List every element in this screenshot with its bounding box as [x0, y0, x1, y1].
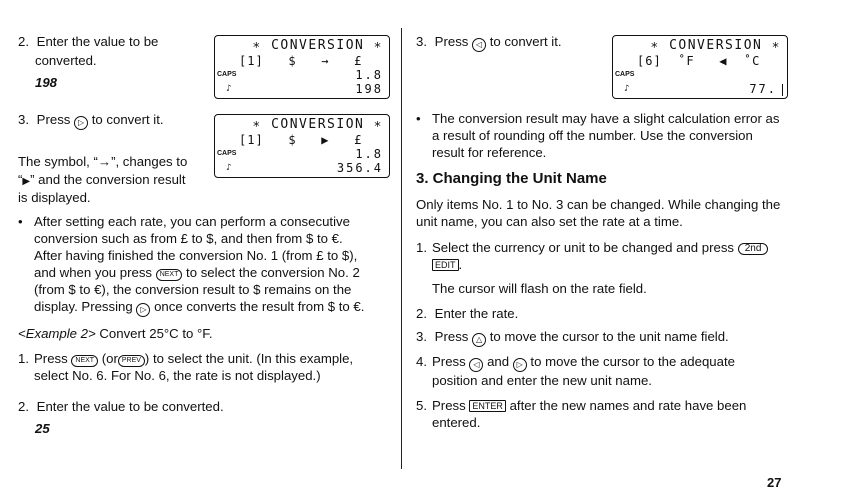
step-text: to convert it. — [489, 34, 562, 49]
example-2 — [18, 325, 213, 342]
text-line: entered. — [432, 415, 481, 430]
text-line: Only items No. 1 to No. 3 can be changed. While changing the — [416, 197, 781, 212]
next-key-icon: NEXT — [71, 355, 98, 367]
lcd-rate-value: 1.8 — [355, 147, 383, 161]
text-line — [34, 298, 394, 317]
right-arrow-key-icon: ▷ — [513, 358, 527, 372]
text: Press — [432, 354, 466, 369]
lcd-rate-value: 1.8 — [355, 68, 383, 82]
text-line — [34, 350, 394, 367]
lcd-result-value: 198 — [355, 82, 383, 96]
text: once converts the result from $ to €. — [154, 299, 365, 314]
text-line — [432, 397, 832, 414]
change-step-3 — [416, 328, 729, 347]
note-icon: ♪ — [624, 84, 630, 94]
lcd-title: ∗ CONVERSION ∗ — [252, 38, 383, 53]
note-icon: ♪ — [226, 163, 232, 173]
lcd-display-3 — [612, 35, 788, 99]
lcd-result-value: 356.4 — [336, 161, 383, 175]
text: Press — [34, 351, 68, 366]
step-number: 2. — [18, 399, 29, 414]
text-line: conversion such as from £ to $, and then from $ to €. — [34, 231, 343, 246]
edit-key-icon: EDIT — [432, 259, 459, 271]
left-arrow-key-icon: ◁ — [469, 358, 483, 372]
symbol-line-3: is displayed. — [18, 190, 91, 205]
text-line: The cursor will flash on the rate field. — [432, 281, 647, 296]
text-line: unit name, you can also set the rate at a time. — [416, 214, 683, 229]
caps-indicator: CAPS — [217, 150, 237, 157]
text: to move the cursor to the adequate — [530, 354, 735, 369]
text: after the new names and rate have been — [509, 398, 747, 413]
right-step-3 — [416, 33, 562, 52]
step-text: to move the cursor to the unit name field. — [489, 329, 729, 344]
change-step-4 — [432, 353, 832, 389]
step-text: Enter the value to be — [36, 34, 159, 49]
left-arrow-key-icon: ◁ — [472, 38, 486, 52]
text-line: The conversion result may have a slight calculation error as — [432, 111, 780, 126]
text: Press — [432, 398, 466, 413]
text: Select the currency or unit to be changed and press — [432, 240, 735, 255]
enter-key-icon: ENTER — [469, 400, 506, 412]
s4-num: 4. — [416, 354, 427, 369]
text-line: After having finished the conversion No. 1 (from £ to $), — [34, 248, 358, 263]
text: and when you press — [34, 265, 153, 280]
text-line — [432, 353, 832, 372]
bullet-consecutive-conversion — [34, 213, 394, 317]
s1-num: 1. — [416, 240, 427, 255]
symbol-line-1: The symbol, “→”, changes to — [18, 154, 188, 169]
caps-indicator: CAPS — [615, 71, 635, 78]
ex-step-1-num: 1. — [18, 351, 29, 366]
step-text: Enter the rate. — [434, 306, 519, 321]
right-arrow-key-icon: ▷ — [136, 303, 150, 317]
quote: “ — [18, 172, 23, 187]
step-text: to convert it. — [91, 112, 164, 127]
step-number: 3. — [416, 329, 427, 344]
step-text: Enter the value to be converted. — [36, 399, 224, 414]
text-line: (from $ to €), the conversion result to $ remains on the — [34, 282, 352, 297]
right-arrow-key-icon: ▷ — [74, 116, 88, 130]
change-step-1 — [432, 239, 832, 297]
step-text: Press — [434, 329, 469, 344]
text-line: a result of rounding off the number. Use the conversion — [432, 128, 753, 143]
text: and — [487, 354, 510, 369]
lcd-title: ∗ CONVERSION ∗ — [650, 38, 781, 53]
prev-key-icon: PREV — [118, 355, 145, 367]
bullet-icon: • — [416, 111, 421, 126]
lcd-result-value: 77. — [749, 82, 777, 96]
input-value-198: 198 — [35, 75, 58, 90]
step-2-cont: converted. — [35, 53, 97, 68]
bullet-calculation-error — [432, 110, 832, 161]
text: (or — [101, 351, 118, 366]
s5-num: 5. — [416, 398, 427, 413]
input-value-25: 25 — [35, 421, 50, 436]
step-number: 3. — [416, 34, 427, 49]
text: to select the conversion No. 2 — [186, 265, 360, 280]
example-text: Convert 25°C to °F. — [99, 326, 213, 341]
change-step-2 — [416, 305, 518, 322]
bullet-icon: • — [18, 214, 23, 229]
text-line: result for reference. — [432, 145, 547, 160]
step-number: 2. — [18, 34, 29, 49]
lcd-display-1 — [214, 35, 390, 99]
symbol-line-2 — [18, 171, 186, 190]
text-line: After setting each rate, you can perform a consecutive — [34, 214, 350, 229]
text: display. Pressing — [34, 299, 133, 314]
page-number: 27 — [767, 475, 782, 490]
example-label: <Example 2> — [18, 326, 96, 341]
lcd-display-2 — [214, 114, 390, 178]
column-divider — [401, 28, 402, 469]
text-line: select No. 6. For No. 6, the rate is not displayed.) — [34, 368, 321, 383]
section-intro — [416, 196, 826, 230]
note-icon: ♪ — [226, 84, 232, 94]
text: ) to select the unit. (In this example, — [144, 351, 354, 366]
step-number: 3. — [18, 112, 29, 127]
play-symbol-icon: ▶ — [22, 176, 31, 187]
step-3 — [18, 111, 164, 130]
up-arrow-key-icon: △ — [472, 333, 486, 347]
next-key-icon: NEXT — [156, 269, 183, 281]
text-line — [432, 239, 832, 256]
step-text: Press — [36, 112, 71, 127]
text-line — [34, 264, 394, 281]
2nd-key-icon: 2nd — [738, 243, 769, 255]
change-step-5 — [432, 397, 832, 431]
lcd-title: ∗ CONVERSION ∗ — [252, 117, 383, 132]
lcd-cursor — [782, 84, 783, 96]
lcd-conversion-line: [6] ˚F ◀ ˚C — [637, 54, 761, 68]
step-text: Press — [434, 34, 469, 49]
section-heading: 3. Changing the Unit Name — [416, 170, 607, 187]
step-2 — [18, 33, 158, 50]
lcd-conversion-line: [1] $ → £ — [239, 54, 363, 68]
ex-step-2 — [18, 398, 224, 415]
caps-indicator: CAPS — [217, 71, 237, 78]
ex-step-1 — [34, 350, 394, 384]
text-line: EDIT . — [432, 256, 832, 273]
step-number: 2. — [416, 306, 427, 321]
text-line: position and enter the new unit name. — [432, 373, 652, 388]
text: ” and the conversion result — [30, 172, 186, 187]
lcd-conversion-line: [1] $ ▶ £ — [239, 133, 363, 147]
